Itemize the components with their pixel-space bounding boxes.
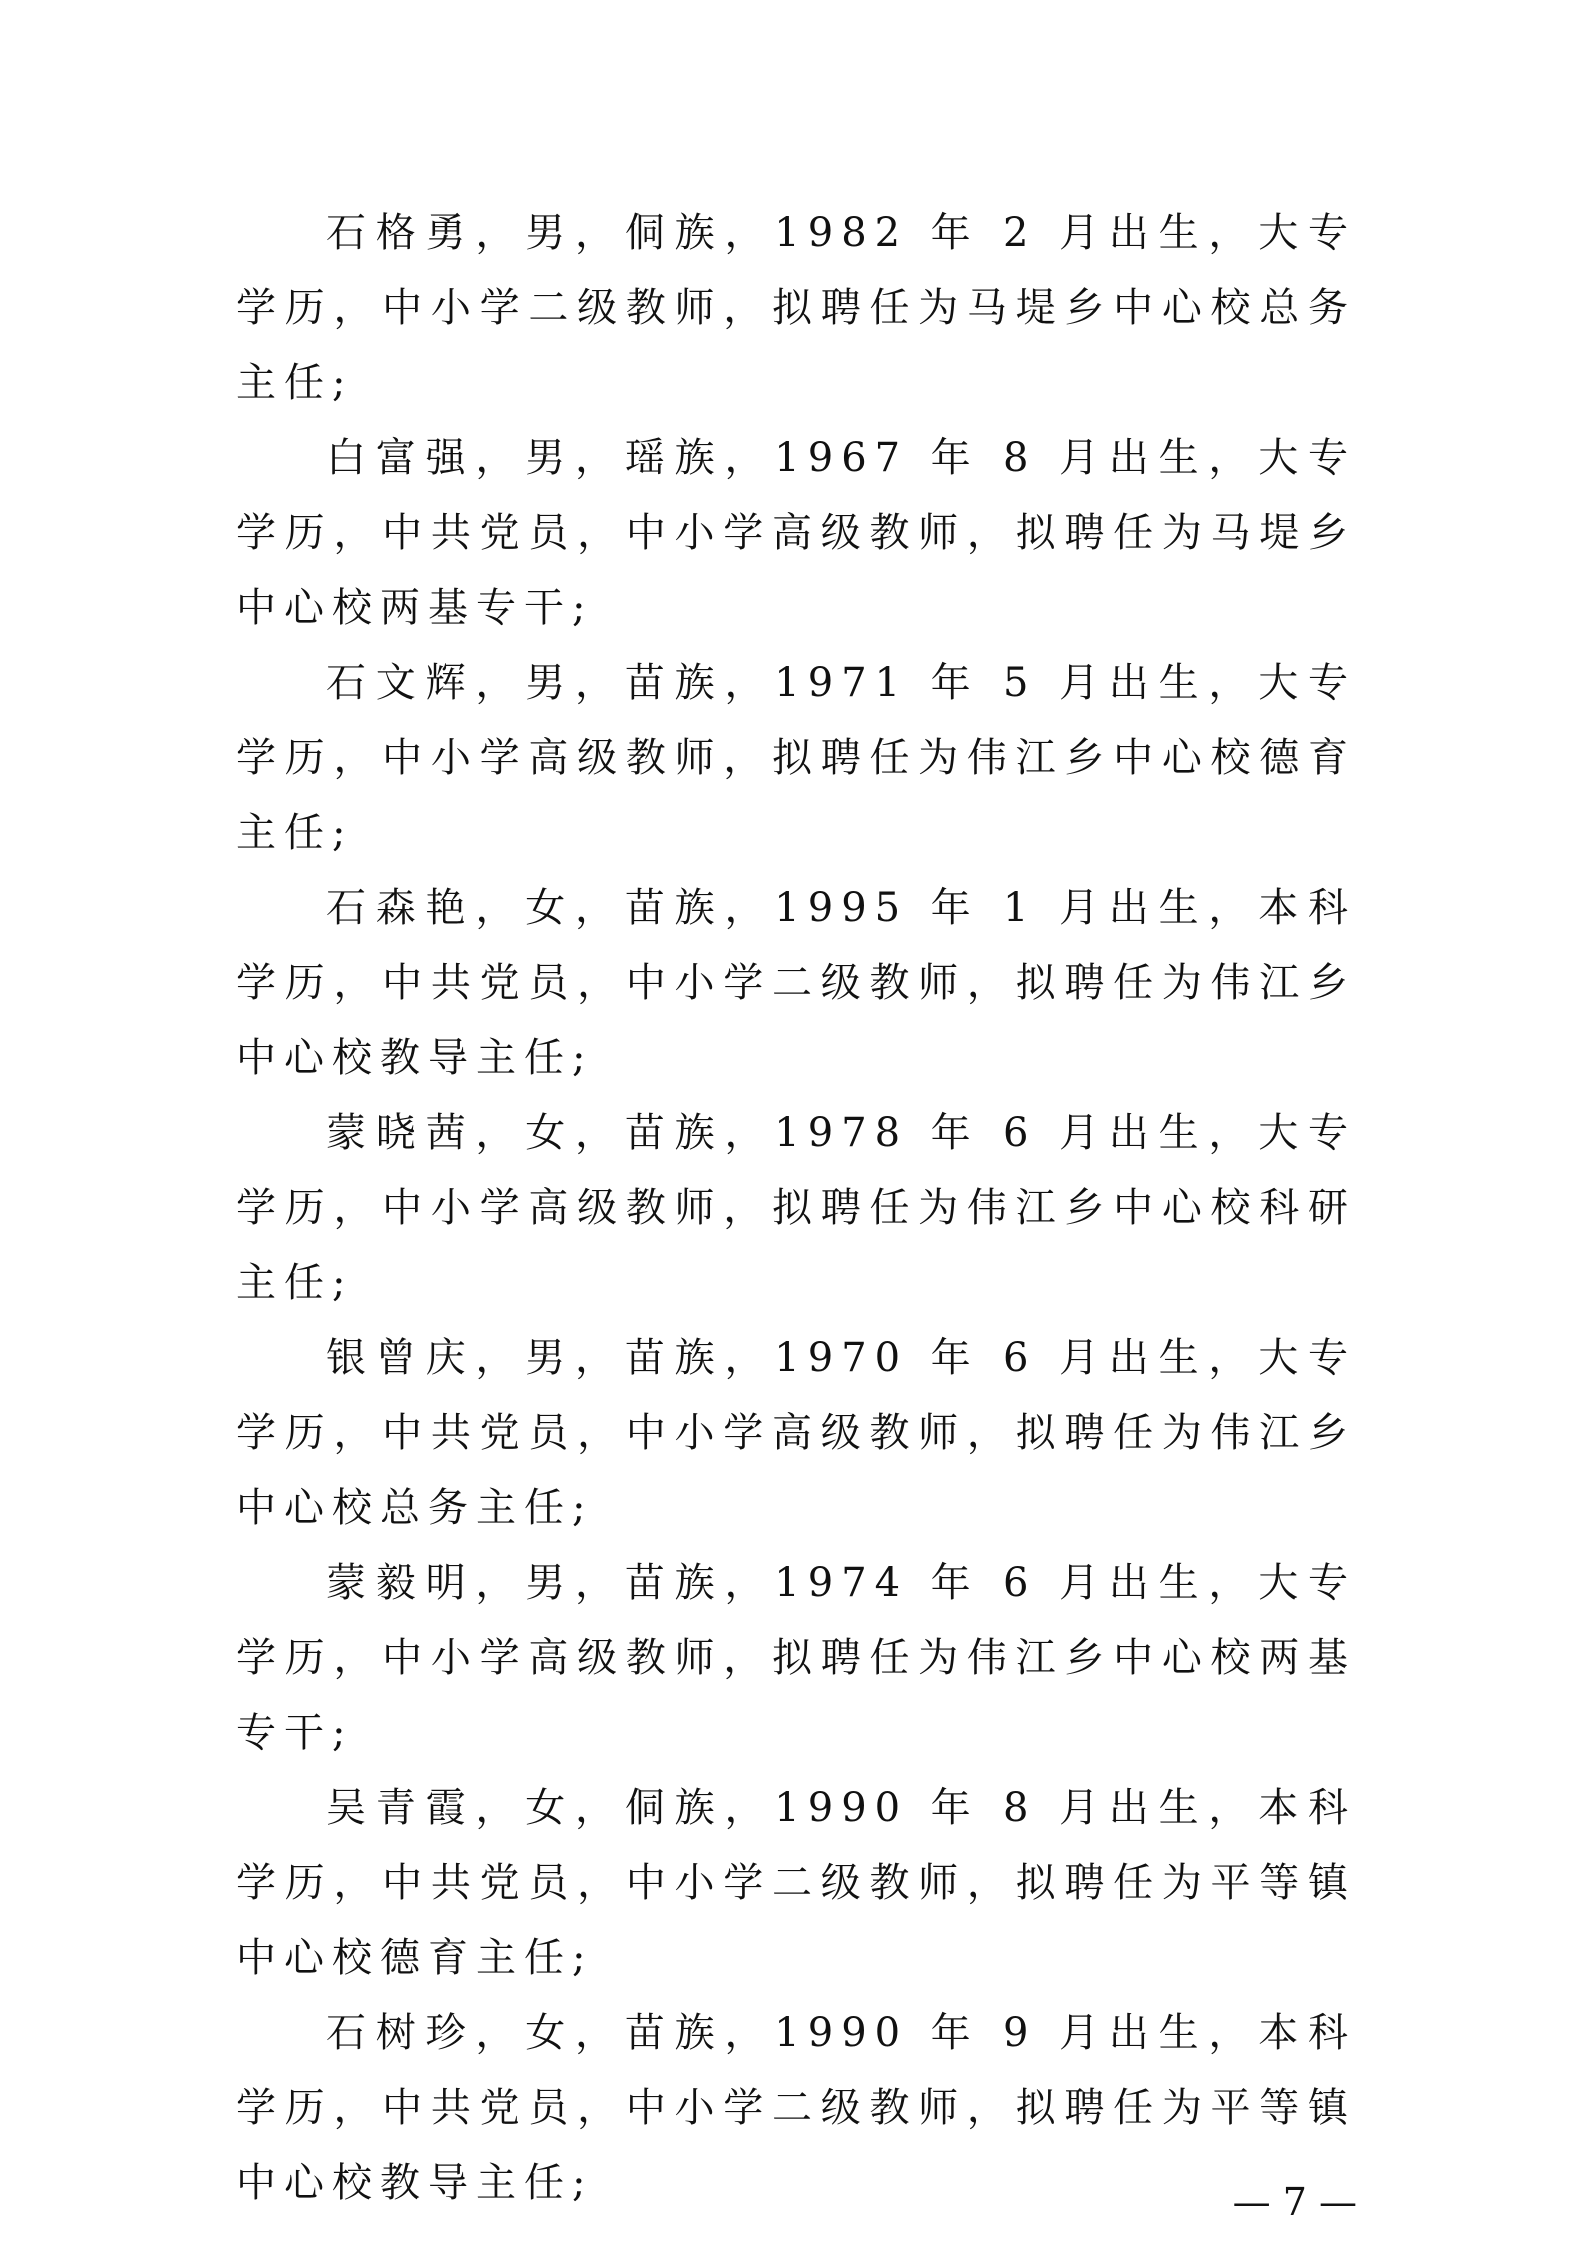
document-body xyxy=(236,196,1357,2224)
appointment-paragraph-7: 蒙毅明，男，苗族，1974 年 6 月出生，大专学历，中小学高级教师，拟聘任为伟江乡中心校两基专干; xyxy=(236,1560,1356,1756)
appointment-paragraph-6: 银曾庆，男，苗族，1970 年 6 月出生，大专学历，中共党员，中小学高级教师，拟聘任为伟江乡中心校总务主任; xyxy=(236,1335,1356,1531)
appointment-paragraph-3: 石文辉，男，苗族，1971 年 5 月出生，大专学历，中小学高级教师，拟聘任为伟江乡中心校德育主任; xyxy=(236,660,1356,856)
appointment-paragraph-2: 白富强，男，瑶族，1967 年 8 月出生，大专学历，中共党员，中小学高级教师，拟聘任为马堤乡中心校两基专干; xyxy=(236,435,1356,631)
appointment-paragraph-1: 石格勇，男，侗族，1982 年 2 月出生，大专学历，中小学二级教师，拟聘任为马堤乡中心校总务主任; xyxy=(236,210,1356,406)
appointment-paragraph-8: 吴青霞，女，侗族，1990 年 8 月出生，本科学历，中共党员，中小学二级教师，拟聘任为平等镇中心校德育主任; xyxy=(236,1785,1356,1981)
page-number: — 7 — xyxy=(1232,2180,1357,2224)
appointment-paragraph-9: 石树珍，女，苗族，1990 年 9 月出生，本科学历，中共党员，中小学二级教师，拟聘任为平等镇中心校教导主任; xyxy=(236,2010,1356,2206)
appointment-paragraph-5: 蒙晓茜，女，苗族，1978 年 6 月出生，大专学历，中小学高级教师，拟聘任为伟江乡中心校科研主任; xyxy=(236,1110,1356,1306)
appointment-paragraph-4: 石森艳，女，苗族，1995 年 1 月出生，本科学历，中共党员，中小学二级教师，拟聘任为伟江乡中心校教导主任; xyxy=(236,885,1356,1081)
